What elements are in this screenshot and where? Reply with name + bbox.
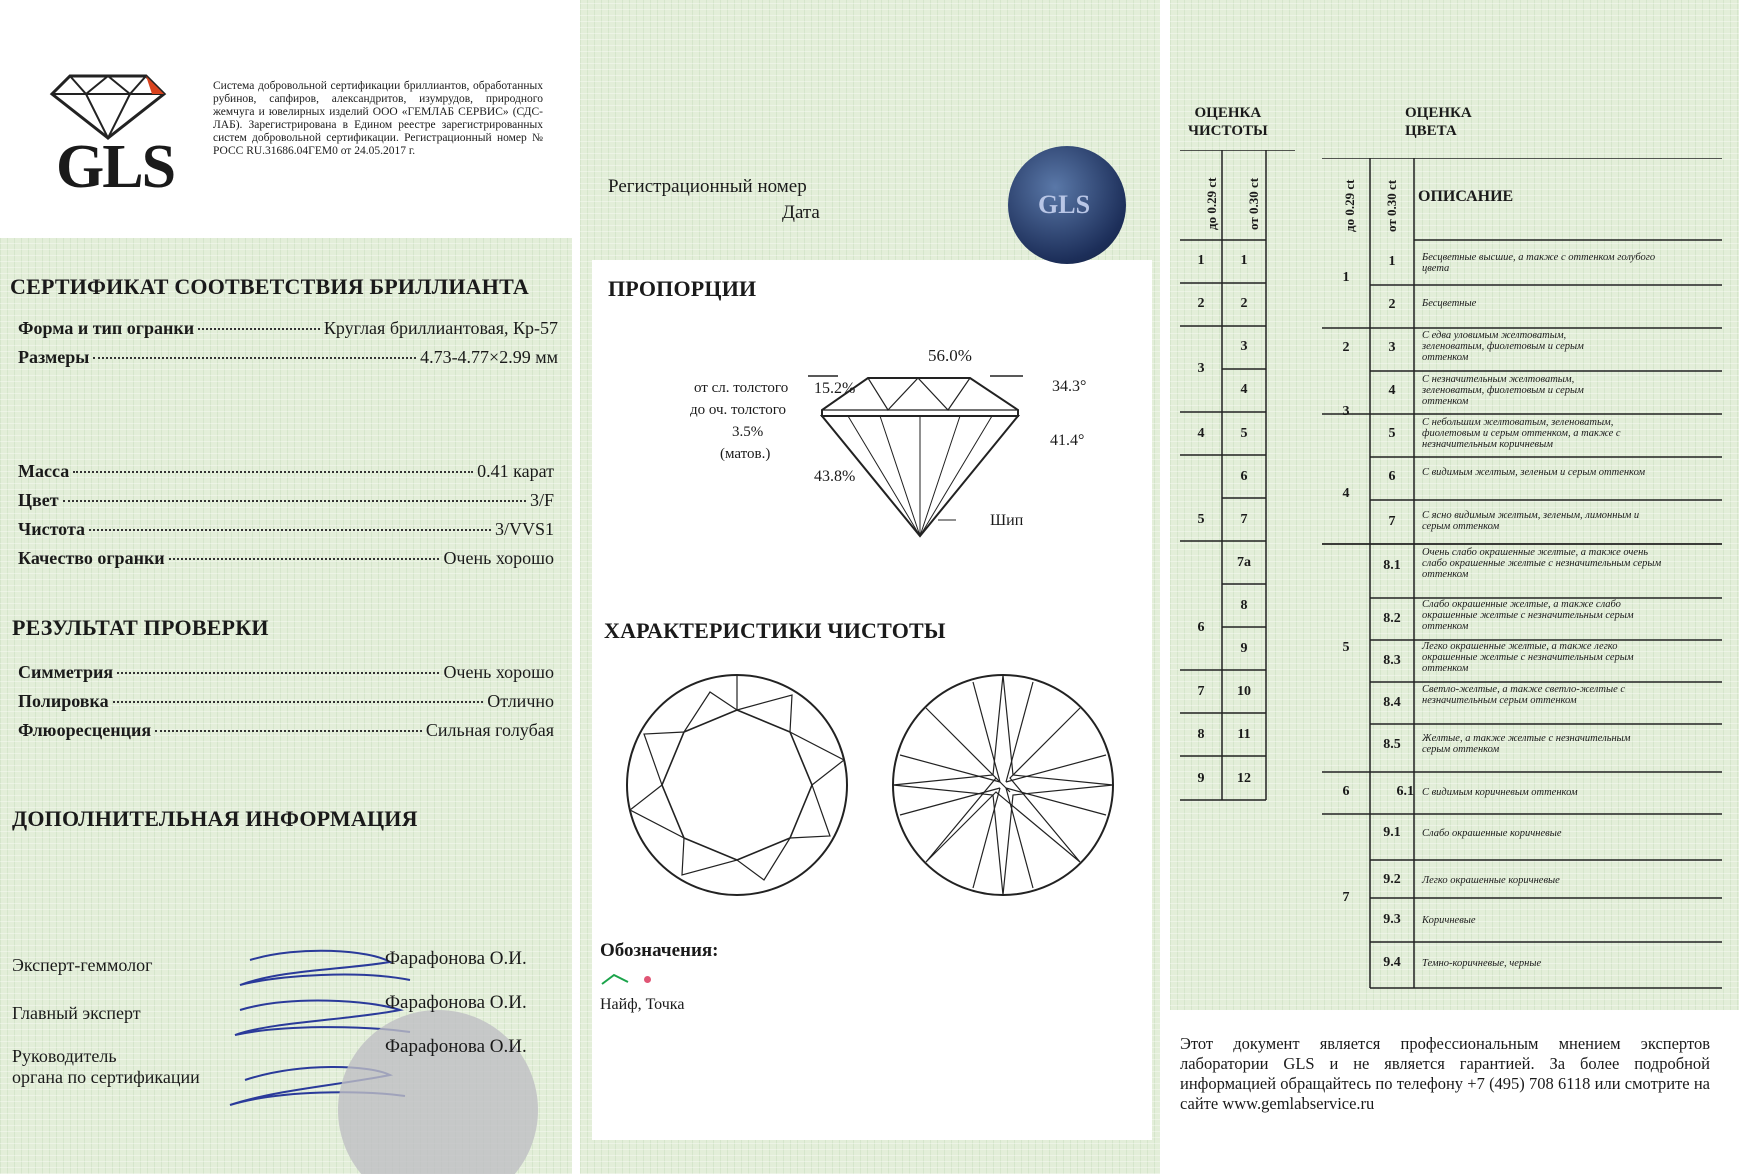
field-value: 3/VVS1 — [494, 519, 554, 539]
clarity-large-cell: 4 — [1240, 382, 1248, 397]
additional-info-title: ДОПОЛНИТЕЛЬНАЯ ИНФОРМАЦИЯ — [12, 806, 418, 831]
clarity-large-cell: 9 — [1240, 641, 1248, 656]
date-label: Дата — [782, 202, 820, 223]
middle-panel — [580, 0, 1160, 1174]
diamond-logo-icon — [48, 72, 168, 140]
clarity-large-cell: 12 — [1237, 771, 1251, 786]
color-col-large-head: от 0.30 ct — [1384, 179, 1399, 232]
result-title: РЕЗУЛЬТАТ ПРОВЕРКИ — [12, 615, 269, 640]
color-desc: С незначительным желтоватым, зеленоватым, фиолетовым и серым оттенком — [1422, 374, 1584, 407]
field-row-cut-quality — [18, 548, 554, 569]
table-percent: 56.0% — [928, 346, 972, 365]
left-panel — [0, 0, 572, 1174]
field-label: Качество огранки — [18, 548, 165, 568]
color-small-cell: 3 — [1342, 404, 1350, 419]
girdle-to: до оч. толстого — [690, 402, 786, 418]
clarity-small-cell: 9 — [1197, 771, 1205, 786]
girdle-from: от сл. толстого — [694, 380, 789, 396]
result-row-polish — [18, 691, 554, 712]
color-large-cell: 9.4 — [1383, 955, 1401, 970]
clarity-small-cell: 8 — [1197, 727, 1205, 742]
field-row-dimensions — [18, 347, 558, 368]
clarity-large-cell: 10 — [1237, 684, 1251, 699]
girdle-finish: (матов.) — [720, 446, 771, 462]
proportions-diagram — [808, 348, 1068, 548]
clarity-large-cell: 2 — [1240, 296, 1248, 311]
color-large-cell: 8.5 — [1383, 737, 1401, 752]
result-label: Симметрия — [18, 662, 114, 682]
field-value: Очень хорошо — [443, 548, 554, 568]
color-desc: Очень слабо окрашенные желтые, а также очень слабо окрашенные желтые с незначительным серым оттенком — [1422, 547, 1662, 580]
color-desc: Бесцветные высшие, а также с оттенком голубого цвета — [1422, 252, 1656, 274]
field-value: 3/F — [529, 490, 554, 510]
field-row-color — [18, 490, 554, 511]
signature-role-expert: Эксперт-геммолог — [12, 955, 153, 975]
pavilion-view-diagram — [888, 670, 1118, 900]
clarity-large-cell: 7a — [1237, 555, 1251, 570]
clarity-small-cell: 5 — [1197, 512, 1205, 527]
knife-symbol-icon — [600, 972, 632, 986]
clarity-small-cell: 6 — [1197, 620, 1205, 635]
field-row-shape — [18, 318, 558, 339]
girdle-percent: 3.5% — [732, 424, 764, 440]
clarity-large-cell: 6 — [1240, 469, 1248, 484]
clarity-small-cell: 4 — [1197, 426, 1205, 441]
hologram-text: GLS — [1038, 190, 1091, 219]
color-large-cell: 8.3 — [1383, 653, 1401, 668]
color-small-cell: 7 — [1342, 890, 1350, 905]
clarity-large-cell: 3 — [1240, 339, 1248, 354]
result-value: Сильная голубая — [425, 720, 554, 740]
system-description: Система добровольной сертификации бриллиантов, обработанных рубинов, сапфиров, александритов, изумрудов, природного жемчуга и ювелирных изделий ООО «ГЕМЛАБ СЕРВИС» (СДС-ЛАБ). Зарегистрирована в Едином реестре зарегистрированных систем добровольной сертификации. Регистрационный номер № РОСС RU.31686.04ГЕМ0 от 24.05.2017 г. — [213, 80, 543, 157]
color-small-cell: 4 — [1342, 486, 1350, 501]
color-small-cell: 6 — [1342, 784, 1350, 799]
proportions-title: ПРОПОРЦИИ — [608, 276, 757, 301]
color-desc: Желтые, а также желтые с незначительным серым оттенком — [1422, 733, 1631, 755]
signature-role-chief: Главный эксперт — [12, 1003, 141, 1023]
color-large-cell: 5 — [1388, 426, 1396, 441]
color-large-cell: 3 — [1388, 340, 1396, 355]
color-small-cell: 1 — [1342, 270, 1350, 285]
field-value: Круглая бриллиантовая, Кр-57 — [323, 318, 558, 338]
color-desc: Бесцветные — [1422, 298, 1477, 309]
right-panel — [1170, 0, 1739, 1174]
color-desc: С ясно видимым желтым, зеленым, лимонным и серым оттенком — [1422, 510, 1640, 532]
signature-name-chief: Фарафонова О.И. — [385, 992, 527, 1013]
signature-role-head: Руководитель органа по сертификации — [12, 1046, 200, 1087]
color-desc: Темно-коричневые, черные — [1422, 958, 1542, 969]
color-large-cell: 1 — [1388, 254, 1396, 269]
pavilion-depth: 43.8% — [814, 468, 856, 485]
legend-title: Обозначения: — [600, 940, 719, 961]
clarity-small-cell: 3 — [1197, 361, 1205, 376]
color-desc: Легко окрашенные коричневые — [1422, 875, 1560, 886]
color-small-cell: 2 — [1342, 340, 1350, 355]
color-large-cell: 8.1 — [1383, 558, 1401, 573]
result-label: Флюоресценция — [18, 720, 152, 740]
clarity-large-cell: 7 — [1240, 512, 1248, 527]
field-row-clarity — [18, 519, 554, 540]
color-small-cell: 5 — [1342, 640, 1350, 655]
field-label: Размеры — [18, 347, 90, 367]
clarity-large-cell: 1 — [1240, 253, 1248, 268]
field-value: 0.41 карат — [477, 461, 554, 481]
result-value: Очень хорошо — [443, 662, 554, 682]
clarity-small-cell: 2 — [1197, 296, 1205, 311]
color-desc: С видимым желтым, зеленым и серым оттенком — [1422, 467, 1646, 478]
disclaimer-text: Этот документ является профессиональным мнением экспертов лаборатории GLS и не является гарантией. За более подробной информацией обращайтесь по телефону +7 (495) 708 6118 или смотрите на сайте www.gemlabservice.ru — [1180, 1034, 1710, 1113]
culet-label: Шип — [990, 512, 1024, 529]
clarity-grade-head: ОЦЕНКА ЧИСТОТЫ — [1188, 105, 1268, 139]
color-desc: Легко окрашенные желтые, а также легко окрашенные желтые с незначительным серым оттенком — [1422, 641, 1634, 674]
clarity-small-cell: 1 — [1197, 253, 1205, 268]
clarity-large-cell: 11 — [1237, 727, 1251, 742]
result-label: Полировка — [18, 691, 109, 711]
result-value: Отлично — [487, 691, 554, 711]
color-desc: Коричневые — [1422, 915, 1476, 926]
color-large-cell: 6.1 — [1396, 784, 1414, 799]
clarity-small-cell: 7 — [1197, 684, 1205, 699]
field-label: Цвет — [18, 490, 59, 510]
reg-number-label: Регистрационный номер — [608, 176, 807, 197]
crown-view-diagram — [622, 670, 852, 900]
color-desc: Слабо окрашенные желтые, а также слабо окрашенные желтые с незначительным серым оттенком — [1422, 599, 1634, 632]
field-label: Масса — [18, 461, 70, 481]
color-large-cell: 2 — [1388, 297, 1396, 312]
field-label: Чистота — [18, 519, 85, 539]
description-head: ОПИСАНИЕ — [1418, 188, 1514, 205]
color-col-small-head: до 0.29 ct — [1342, 179, 1357, 232]
color-large-cell: 6 — [1388, 469, 1396, 484]
color-desc: С едва уловимым желтоватым, зеленоватым, фиолетовым и серым оттенком — [1422, 330, 1584, 363]
clarity-characteristics-title: ХАРАКТЕРИСТИКИ ЧИСТОТЫ — [604, 618, 946, 643]
color-large-cell: 7 — [1388, 514, 1396, 529]
clarity-large-cell: 5 — [1240, 426, 1248, 441]
color-desc: Светло-желтые, а также светло-желтые с незначительным серым оттенком — [1422, 684, 1626, 706]
color-desc: Слабо окрашенные коричневые — [1422, 828, 1562, 839]
field-row-mass — [18, 461, 554, 482]
color-desc: С небольшим желтоватым, зеленоватым, фиолетовым и серым оттенком, а также с незначительным коричневым — [1422, 417, 1621, 450]
crown-height: 15.2% — [814, 380, 856, 397]
clarity-col-small-head: до 0.29 ct — [1204, 177, 1219, 230]
color-large-cell: 8.4 — [1383, 695, 1401, 710]
pinpoint-symbol-icon — [644, 976, 651, 983]
signature-name-head: Фарафонова О.И. — [385, 1036, 527, 1057]
color-large-cell: 8.2 — [1383, 611, 1401, 626]
result-row-fluorescence — [18, 720, 554, 741]
result-row-symmetry — [18, 662, 554, 683]
field-label: Форма и тип огранки — [18, 318, 195, 338]
pavilion-angle: 41.4° — [1050, 432, 1085, 449]
field-value: 4.73-4.77×2.99 мм — [420, 347, 558, 367]
color-desc: С видимым коричневым оттенком — [1422, 787, 1578, 798]
certificate-title: СЕРТИФИКАТ СООТВЕТСТВИЯ БРИЛЛИАНТА — [10, 274, 529, 299]
color-large-cell: 9.1 — [1383, 825, 1401, 840]
color-large-cell: 9.3 — [1383, 912, 1401, 927]
clarity-col-large-head: от 0.30 ct — [1246, 177, 1261, 230]
signature-name-expert: Фарафонова О.И. — [385, 948, 527, 969]
color-large-cell: 4 — [1388, 383, 1396, 398]
logo-text: GLS — [56, 133, 175, 201]
legend-text: Найф, Точка — [600, 996, 685, 1013]
clarity-large-cell: 8 — [1240, 598, 1248, 613]
color-grade-head: ОЦЕНКА ЦВЕТА — [1405, 105, 1472, 139]
crown-angle: 34.3° — [1052, 378, 1087, 395]
color-large-cell: 9.2 — [1383, 872, 1401, 887]
